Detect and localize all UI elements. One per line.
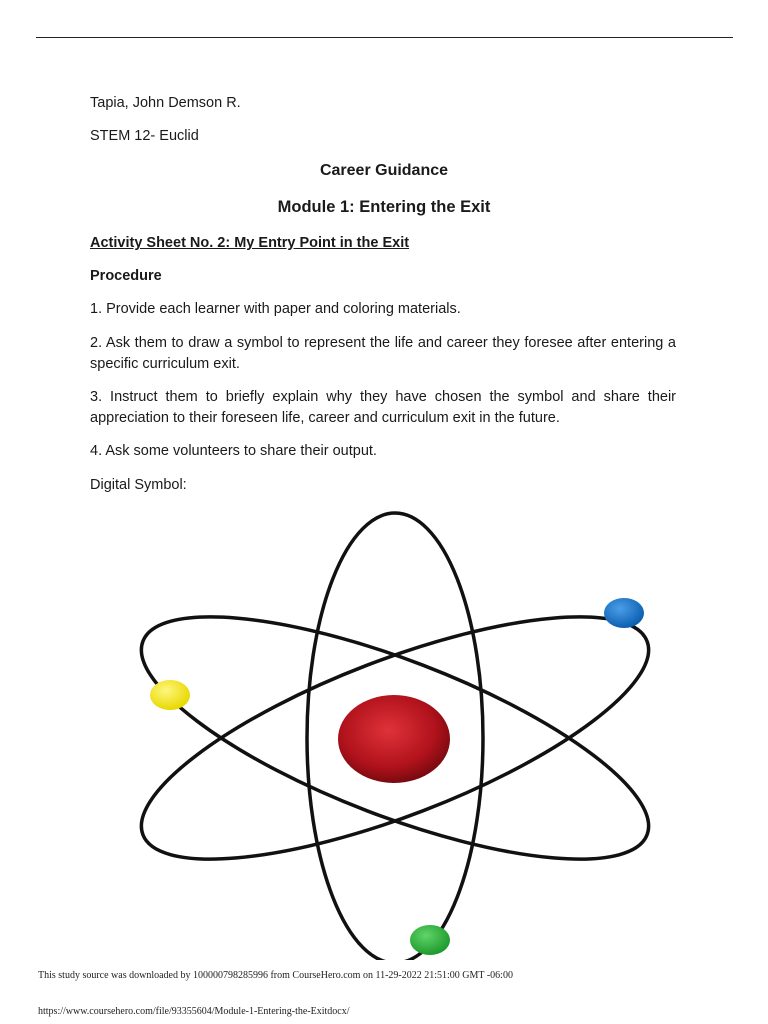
electron-blue — [604, 598, 644, 628]
student-section: STEM 12- Euclid — [90, 128, 199, 144]
student-name: Tapia, John Demson R. — [90, 95, 241, 111]
source-url[interactable]: https://www.coursehero.com/file/93355604/Module-1-Entering-the-Exitdocx/ — [38, 1006, 350, 1017]
top-rule — [36, 37, 733, 38]
atom-symbol — [125, 508, 665, 960]
download-source-note: This study source was downloaded by 100000798285996 from CourseHero.com on 11-29-2022 21:51:00 GMT -06:00 — [38, 970, 513, 981]
module-title: Module 1: Entering the Exit — [277, 198, 491, 216]
activity-title: Activity Sheet No. 2: My Entry Point in the Exit — [90, 235, 410, 251]
nucleus — [338, 695, 450, 783]
procedure-step-4: 4. Ask some volunteers to share their output. — [90, 443, 377, 459]
procedure-step-3: 3. Instruct them to briefly explain why they have chosen the symbol and share their appreciation to their foreseen life, career and curriculum exit in the future. — [90, 389, 676, 426]
procedure-step-1: 1. Provide each learner with paper and coloring materials. — [90, 301, 461, 317]
symbol-label: Digital Symbol: — [90, 477, 187, 493]
subject-title: Career Guidance — [319, 162, 449, 179]
procedure-step-2: 2. Ask them to draw a symbol to represent the life and career they foresee after entering a specific curriculum exit. — [90, 335, 676, 372]
procedure-heading: Procedure — [90, 268, 162, 284]
electron-green — [410, 925, 450, 955]
electron-yellow — [150, 680, 190, 710]
